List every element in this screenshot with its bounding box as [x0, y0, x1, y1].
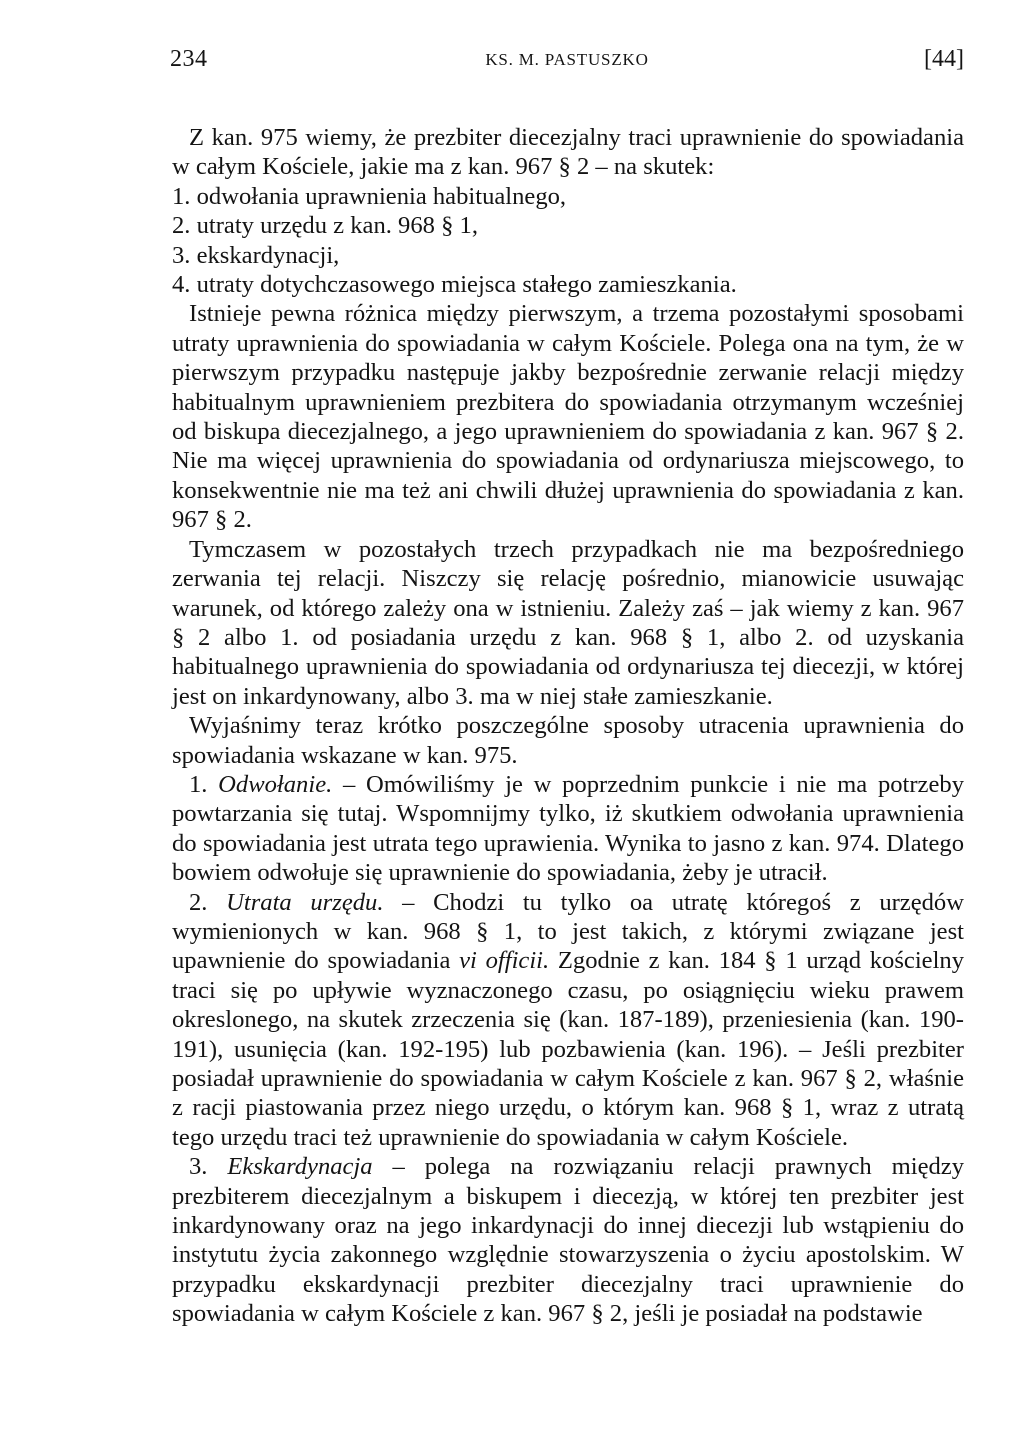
item-heading: Utrata urzędu.: [226, 888, 384, 916]
list-item: 3. ekskardynacji,: [172, 241, 340, 269]
item-text: – polega na rozwiązaniu relacji prawnych między prezbiterem diecezjalnym a biskupem i diecezją, w której ten prezbiter jest inkardynowany oraz na jego inkardynacji do innej diecezji lub wstąpieniu do instytutu życia zakonnego względnie stowarzyszenia o życiu apostolskim. W przypadku ekskardynacji prezbiter diecezjalny traci uprawnienie do spowiadania w całym Kościele z kan. 967 § 2, jeśli je posiadał na podstawie: [172, 1153, 965, 1328]
paragraph-utrata-urzedu: [172, 888, 964, 1153]
paragraph-ekskardynacja: [172, 1152, 964, 1328]
paragraph: Istnieje pewna różnica między pierwszym, a trzema pozostałymi sposobami utraty uprawnienia do spowiadania w całym Kościele. Polega ona na tym, że w pierwszym przypadku następuje jakby bezpośrednie zerwanie relacji między habitualnym uprawnieniem prezbitera do spowiadania otrzymanym wcześniej od biskupa diecezjalnego, a jego uprawnieniem do spowiadania z kan. 967 § 2. Nie ma więcej uprawnienia do spowiadania od ordynariusza miejscowego, to konsekwentnie nie ma też ani chwili dłużej uprawnienia do spowiadania z kan. 967 § 2.: [172, 300, 964, 534]
running-header-author: KS. M. PASTUSZKO: [485, 50, 649, 69]
paragraph: Wyjaśnimy teraz krótko poszczególne sposoby utracenia uprawnienia do spowiadania wskazane w kan. 975.: [172, 712, 964, 769]
running-header: [170, 46, 964, 78]
intro-paragraph: Z kan. 975 wiemy, że prezbiter diecezjalny traci uprawnienie do spowiadania w całym Kościele, jakie ma z kan. 967 § 2 – na skutek:: [172, 124, 964, 181]
item-number: 1.: [189, 770, 208, 798]
paragraph-odwolanie: [172, 770, 964, 888]
page-number: 234: [170, 46, 208, 72]
list-item: 1. odwołania uprawnienia habitualnego,: [172, 182, 567, 210]
latin-term: vi officii.: [459, 947, 550, 975]
item-text: – Omówiliśmy je w poprzednim punkcie i nie ma potrzeby powtarzania się tutaj. Wspomnijmy tylko, iż skutkiem odwołania uprawnienia do spowiadania jest utrata tego uprawienia. Wynika to jasno z kan. 974. Dlatego bowiem odwołuje się uprawnienie do spowiadania, żeby je utracił.: [172, 770, 964, 887]
body-text: [172, 123, 964, 1329]
section-number: [44]: [924, 46, 964, 72]
item-text: Zgodnie z kan. 184 § 1 urząd kościelny traci się po upływie wyznaczonego czasu, po osiągnięciu wieku prawem okreslonego, na skutek zrzeczenia się (kan. 187-189), przeniesienia (kan. 190-191), usunięcia (kan. 192-195) lub pozbawienia (kan. 196). – Jeśli prezbiter posiadał uprawnienie do spowiadania w całym Kościele z kan. 967 § 2, właśnie z racji piastowania przez niego urzędu, o którym kan. 968 § 1, wraz z utratą tego urzędu traci też uprawnienie do spowiadania w całym Kościele.: [172, 947, 964, 1151]
item-heading: Odwołanie.: [218, 770, 333, 798]
list-item: 4. utraty dotychczasowego miejsca stałego zamieszkania.: [172, 271, 737, 299]
paragraph: Tymczasem w pozostałych trzech przypadkach nie ma bezpośredniego zerwania tej relacji. Niszczy się relację pośrednio, mianowicie usuwając warunek, od którego zależy ona w istnieniu. Zależy zaś – jak wiemy z kan. 967 § 2 albo 1. od posiadania urzędu z kan. 968 § 1, albo 2. od uzyskania habitualnego uprawnienia do spowiadania od ordynariusza tej diecezji, w której jest on inkardynowany, albo 3. ma w niej stałe zamieszkanie.: [172, 535, 964, 710]
item-number: 2.: [189, 888, 208, 916]
list-item: 2. utraty urzędu z kan. 968 § 1,: [172, 212, 478, 240]
item-heading: Ekskardynacja: [227, 1153, 373, 1181]
item-number: 3.: [189, 1153, 208, 1181]
item-text: – Chodzi tu tylko oa utratę któregoś z urzędów wymienionych w kan. 968 § 1, to jest takich, z którymi związane jest upawnienie do spowiadania: [172, 888, 964, 975]
